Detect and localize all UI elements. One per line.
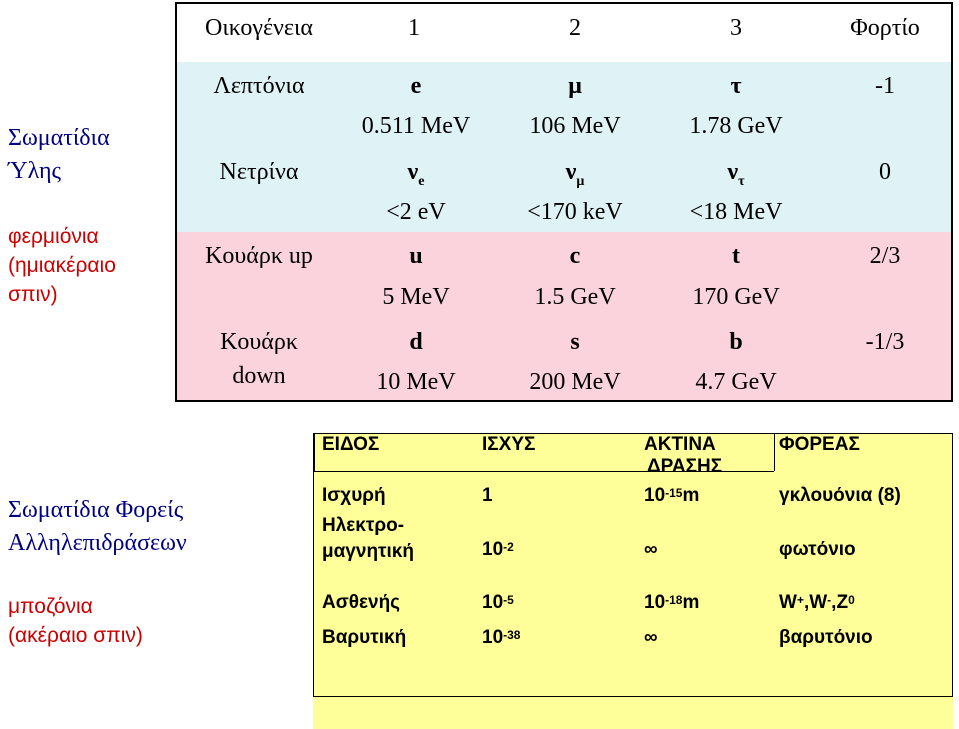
particle-bottom: b (729, 329, 743, 355)
strength-exponent: -5 (503, 593, 514, 607)
row-label: Κουάρκ (220, 329, 298, 355)
matter-subtitle-line2: (ημιακέραιο (8, 254, 116, 277)
carrier-separator: , (831, 592, 837, 613)
force-strong-strength: 1 (482, 485, 493, 506)
force-gravity-name: Βαρυτική (322, 627, 407, 648)
matter-title (8, 122, 110, 188)
mass-nu-mu: <170 keV (527, 199, 623, 225)
strength-base: 10 (482, 627, 504, 648)
carrier-w-plus: W (779, 592, 797, 613)
force-weak-carrier (779, 592, 855, 614)
matter-subtitle-line1: φερμιόνια (8, 225, 99, 248)
header-range-line1: ΑΚΤΙΝΑ (644, 434, 716, 455)
particle-subscript: μ (576, 174, 585, 189)
header-gen1: 1 (408, 15, 420, 41)
mass-down: 10 MeV (376, 369, 456, 395)
particle-nu-tau (727, 158, 744, 190)
force-gravity-strength (482, 627, 520, 649)
header-range-line2: ΔΡΑΣΗΣ (647, 456, 723, 477)
particle-top: t (732, 243, 740, 269)
force-em-strength (482, 539, 514, 561)
matter-subtitle-line3: σπιν) (8, 283, 58, 306)
column-divider (774, 434, 775, 471)
mass-bottom: 4.7 GeV (695, 369, 777, 395)
particle-symbol: ν (565, 159, 577, 185)
particle-tau: τ (730, 73, 742, 99)
row-label: Κουάρκ up (205, 243, 313, 269)
particle-subscript: τ (738, 174, 745, 189)
charge-down-quarks: -1/3 (865, 329, 905, 355)
carrier-z-sup: 0 (848, 593, 855, 607)
carrier-w-plus-sign: + (796, 593, 804, 607)
mass-nu-tau: <18 MeV (689, 199, 783, 225)
carriers-title-line2: Αλληλεπιδράσεων (8, 530, 187, 556)
matter-subtitle (8, 222, 116, 309)
range-exponent: -15 (665, 486, 683, 500)
particle-down: d (409, 329, 423, 355)
strength-exponent: -38 (503, 628, 521, 642)
force-em-range: ∞ (644, 539, 658, 560)
range-base: 10 (644, 485, 666, 506)
force-em-name (322, 515, 414, 563)
strength-exponent: -2 (503, 540, 514, 554)
header-range (644, 434, 722, 478)
range-unit: m (682, 592, 700, 613)
header-charge: Φορτίο (850, 15, 920, 41)
carrier-z: Z (836, 592, 849, 613)
particle-symbol: ν (407, 159, 419, 185)
carriers-subtitle (8, 592, 143, 650)
carrier-w-minus: W (809, 592, 828, 613)
force-strong-name: Ισχυρή (322, 485, 386, 506)
force-weak-name: Ασθενής (322, 592, 401, 613)
mass-muon: 106 MeV (529, 113, 621, 139)
fermion-table (175, 2, 953, 402)
force-strong-range (644, 485, 699, 507)
carriers-title-line1: Σωματίδια Φορείς (8, 497, 184, 523)
force-table-extension (313, 697, 953, 729)
force-em-name-line1: Ηλεκτρο- (322, 515, 405, 536)
header-family: Οικογένεια (205, 15, 313, 41)
range-exponent: -18 (665, 593, 683, 607)
mass-up: 5 MeV (382, 284, 450, 310)
particle-subscript: e (418, 174, 425, 189)
particle-nu-mu (566, 158, 585, 190)
particle-muon: μ (568, 73, 582, 99)
particle-strange: s (570, 329, 580, 355)
force-strong-carrier: γκλουόνια (8) (779, 485, 901, 506)
force-em-name-line2: μαγνητική (322, 541, 415, 562)
mass-top: 170 GeV (692, 284, 780, 310)
mass-nu-e: <2 eV (386, 199, 446, 225)
header-type: ΕΙΔΟΣ (322, 434, 380, 455)
mass-tau: 1.78 GeV (689, 113, 783, 139)
particle-nu-e (408, 158, 425, 190)
charge-up-quarks: 2/3 (869, 243, 901, 269)
header-strength: ΙΣΧΥΣ (482, 434, 536, 455)
header-gen2: 2 (569, 15, 581, 41)
carriers-subtitle-line2: (ακέραιο σπιν) (8, 624, 143, 647)
force-gravity-carrier: βαρυτόνιο (779, 627, 873, 648)
carriers-title (8, 494, 187, 560)
force-em-carrier: φωτόνιο (779, 539, 856, 560)
matter-title-line1: Σωματίδια (8, 125, 110, 151)
carrier-w-minus-sign: - (827, 593, 832, 607)
range-base: 10 (644, 592, 666, 613)
particle-charm: c (569, 243, 581, 269)
mass-charm: 1.5 GeV (534, 284, 616, 310)
mass-electron: 0.511 MeV (361, 113, 471, 139)
column-divider (314, 434, 315, 471)
strength-base: 10 (482, 539, 504, 560)
particle-symbol: ν (727, 159, 739, 185)
row-label: Νετρίνα (219, 159, 299, 185)
force-weak-strength (482, 592, 514, 614)
strength-base: 10 (482, 592, 504, 613)
row-label-line2: down (232, 363, 286, 389)
header-gen3: 3 (730, 15, 742, 41)
matter-title-line2: Ύλης (8, 158, 62, 184)
force-gravity-range: ∞ (644, 627, 658, 648)
carrier-separator: , (803, 592, 810, 613)
mass-strange: 200 MeV (529, 369, 621, 395)
charge-leptons: -1 (875, 73, 895, 99)
particle-up: u (409, 243, 423, 269)
particle-electron: e (410, 73, 422, 99)
row-label: Λεπτόνια (213, 73, 305, 99)
force-weak-range (644, 592, 699, 614)
force-table (313, 433, 953, 697)
header-carrier: ΦΟΡΕΑΣ (779, 434, 860, 455)
charge-neutrinos: 0 (879, 159, 891, 185)
carriers-subtitle-line1: μποζόνια (8, 595, 93, 618)
range-unit: m (682, 485, 700, 506)
